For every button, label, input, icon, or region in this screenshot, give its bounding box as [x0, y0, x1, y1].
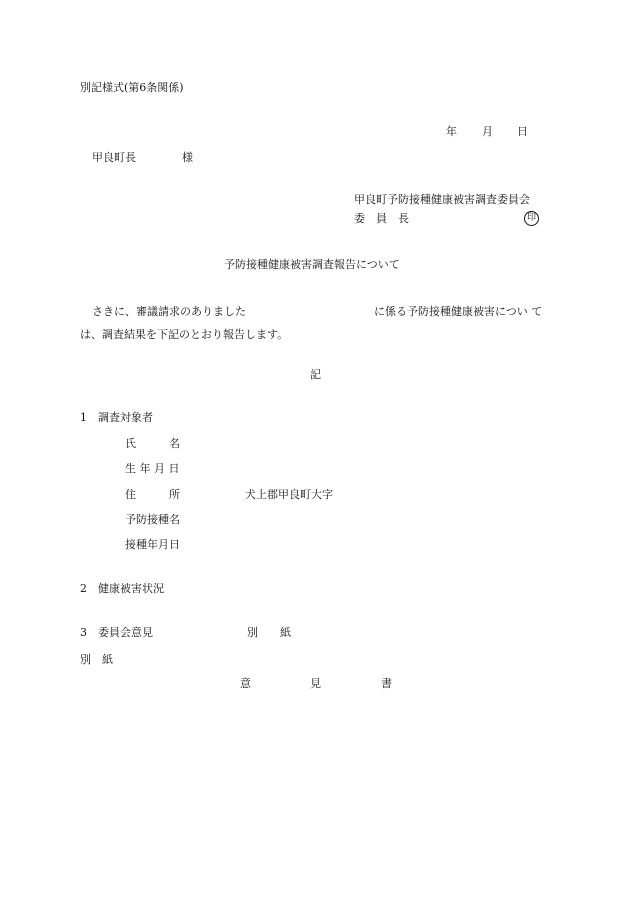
opinion-title-char-1: 意	[240, 677, 251, 690]
body-line2: は、調査結果を下記のとおり報告します。	[80, 328, 289, 341]
sender-committee: 甲良町予防接種健康被害調査委員会	[354, 193, 530, 206]
field-value-address: 犬上郡甲良町大字	[245, 488, 333, 501]
document-title: 予防接種健康被害調査報告について	[224, 258, 400, 271]
attachment-label: 別 紙	[80, 653, 113, 666]
section3-heading: 3 委員会意見	[80, 626, 153, 639]
field-label-name: 氏 名	[125, 437, 180, 450]
date-year: 年	[446, 125, 457, 138]
field-label-birthdate: 生 年 月 日	[125, 462, 180, 475]
addressee-honorific: 様	[182, 151, 193, 164]
opinion-title-char-2: 見	[310, 677, 321, 690]
section1-heading: 1 調査対象者	[80, 411, 153, 424]
body-line1-start: さきに、審議請求のありました	[92, 305, 246, 318]
seal-stamp: 印	[524, 211, 539, 226]
field-label-address: 住 所	[125, 488, 180, 501]
ki-mark: 記	[310, 368, 321, 381]
section2-heading: 2 健康被害状況	[80, 582, 164, 595]
form-label: 別記様式(第6条関係)	[80, 81, 184, 94]
addressee-name: 甲良町長	[92, 151, 136, 164]
body-line1-end: に係る予防接種健康被害につい て	[374, 305, 543, 318]
field-label-vaccination-date: 接種年月日	[125, 538, 180, 551]
opinion-title-char-3: 書	[381, 677, 392, 690]
date-month: 月	[482, 125, 493, 138]
field-label-vaccine: 予防接種名	[125, 513, 180, 526]
section3-value: 別 紙	[247, 626, 291, 639]
date-day: 日	[517, 125, 528, 138]
sender-role: 委 員 長	[354, 212, 409, 225]
